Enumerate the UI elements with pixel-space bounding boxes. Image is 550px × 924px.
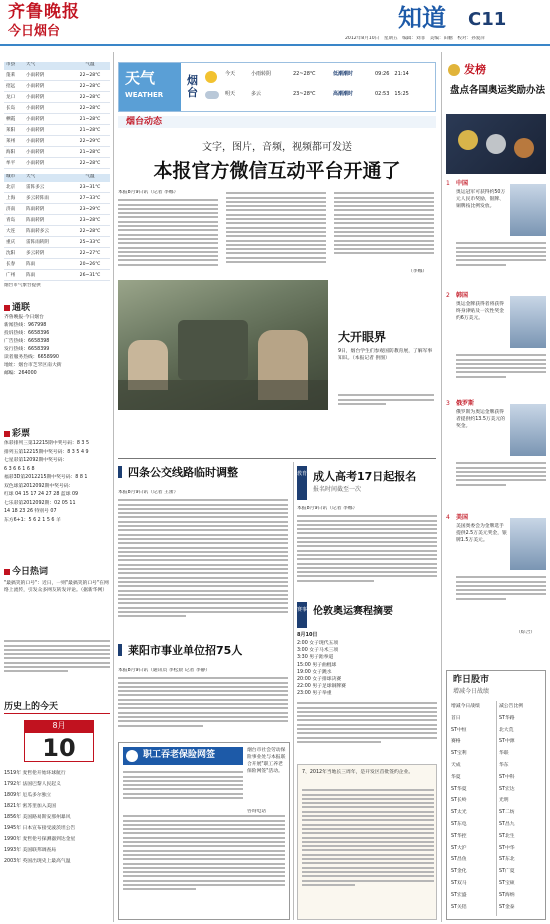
table-cell: 多云转阵雨 [26,196,49,201]
tongxun-line: 齐鲁晚报·今日烟台 [4,315,44,320]
laiyang-title: 莱阳市事业单位招75人 [128,644,243,657]
national-table-rows [4,182,110,281]
lottery-line: 14 18 23 26 特别号 07 [4,509,57,514]
athlete-photo [510,296,546,348]
table-row [4,270,110,281]
ranking-item: ST宝硕 [499,880,515,886]
bus-title-bar [118,466,122,478]
tongxun-line: 地址：烟台市芝罘区南大街 [4,363,62,368]
olympics-date: 8月10日 [297,632,318,638]
weather-temp: 23~28℃ [293,91,316,97]
tongxun-line: 发行热线：6658399 [4,347,50,352]
weather-city: 烟台 [187,74,198,99]
table-cell: 小雨转阴 [26,106,45,111]
tongxun-title-text: 通联 [12,303,31,313]
table-cell: 大连 [6,229,16,234]
history-line: 1945年 日本宣布接受波茨坦公告 [4,826,76,831]
ranking-item: ST金化 [451,869,467,875]
table-cell: 21~28℃ [79,150,101,155]
table-cell: 小雨转阴 [26,161,45,166]
lottery-line: 东方6+1：5 6 2 1 5 6 羊 [4,517,61,523]
hot-words-title [4,566,110,578]
table-cell: 小雨转阴 [26,150,45,155]
header-cell: 天气 [26,62,36,67]
article-body-col-1 [118,197,218,275]
table-cell: 北京 [6,185,16,190]
tide-label: 高潮潮时 [333,91,354,97]
article-body-col-2 [226,190,326,275]
ad-hotline: 咨询电话 [247,809,267,814]
table-cell: 26~31℃ [79,273,101,278]
olympics-more [297,700,437,758]
weather-day: 今天 [225,71,236,77]
table-cell: 长春 [6,262,16,267]
sun-icon [205,71,217,83]
city-weather-table [4,62,110,169]
olympics-label: 赛事 [297,602,307,628]
article-kicker: 文字，图片，音频，视频都可发送 [202,142,352,153]
ranking-item: ST华夏 [451,786,467,792]
masthead [0,0,550,44]
ranking-item: 减公告比例 [499,704,523,709]
table-cell: 阵雨转阴 [26,207,45,212]
history-title: 历史上的今天 [4,700,110,714]
ranking-item: ST中源 [499,739,515,745]
laiyang-byline: 本报8月9日讯（通讯员 李松晨 记者 李静） [118,668,211,673]
country-name: 中国 [456,180,469,187]
history-line: 2003年 英国出现史上最高气温 [4,859,71,864]
main-article [118,130,436,460]
laiyang-article [118,640,290,740]
olympics-item: 19:00 女子跳水 [297,669,332,675]
medal-icon [448,64,460,76]
adult-exam-body [297,513,437,599]
section-label-banner [118,116,436,128]
release-header [446,62,546,78]
table-cell: 多云转阴 [26,251,45,256]
country-number: 3 [446,400,450,407]
reader-tip-body [302,787,434,917]
reader-tip [297,764,437,920]
tongxun-section [4,302,110,378]
table-cell: 27~33℃ [79,196,101,201]
ranking-item: ST华控 [451,833,467,839]
history-month: 8月 [24,720,94,732]
olympics-item: 22:00 男子足球铜牌赛 [297,684,346,690]
country-item [446,514,546,622]
table-cell: 雷阵多云 [26,185,45,190]
table-cell: 22~28℃ [79,84,101,89]
ranking-item: ST宏达 [499,786,515,792]
table-cell: 长岛 [6,106,16,111]
reader-tip-text: 7、2012年当地长三周年，是开发区首批签约企业。 [302,770,414,775]
table-cell: 栖霞 [6,117,16,122]
ranking-title: 昨日股市 [453,675,490,685]
table-cell: 小雨转阴 [26,84,45,89]
ranking-item: 光明 [499,798,509,804]
inset-title: 大开眼界 [338,330,387,344]
table-cell: 招远 [6,84,16,89]
table-cell: 广州 [6,273,16,278]
country-desc: 奥运金牌获得者将获得终身津贴及一次性奖金约6万美元。 [456,302,504,321]
weather-title-block [119,63,181,111]
ad-logo-icon [126,750,138,762]
history-line: 1809年 厄瓜多尔独立 [4,793,52,798]
olympics-title: 伦敦奥运赛程摘要 [313,606,393,617]
table-row [4,81,110,92]
table-row [4,114,110,125]
ranking-item: ST长岭 [451,798,467,804]
tongxun-line: 广告热线：6658398 [4,339,50,344]
history-line: 1856年 美国路易斯安那州暴风 [4,815,71,820]
ranking-item: ST北生 [499,833,515,839]
weather-title-cn: 天气 [125,69,156,87]
table-cell: 25~33℃ [79,240,101,245]
country-item [446,180,546,288]
weather-banner [118,62,436,112]
ranking-col-2 [499,701,543,913]
olympics-schedule [297,600,437,760]
table-cell: 沈阳 [6,251,16,256]
table-row [4,248,110,259]
article-body-col-3 [334,190,434,268]
table-cell: 22~28℃ [79,106,101,111]
table-cell: 青岛 [6,218,16,223]
table-cell: 23~29℃ [79,207,101,212]
ad-block [118,742,290,920]
ranking-item: ST双马 [451,880,467,886]
adult-exam-byline: 本报8月9日讯（记者 李娜） [297,506,358,511]
table-row [4,92,110,103]
edition-name: 今日烟台 [8,24,61,39]
section-title: 知道 [398,4,446,32]
date-line: 2012年8月10日 星期五 编辑：刘菲 美编：田鹏 校对：孙爱萍 [345,36,485,41]
header-cell: 天气 [26,174,36,179]
laiyang-body [118,675,288,737]
weather-sky: 多云 [251,91,262,97]
ranking-item: ST二纺 [499,810,515,816]
table-cell: 22~28℃ [79,229,101,234]
athlete-photo [510,404,546,456]
history-line: 1821年 密苏里加入美国 [4,804,57,809]
ranking-item: 华联 [499,751,509,757]
table-row [4,136,110,147]
article-byline: 本报8月9日讯（记者 李娜） [118,190,179,195]
table-cell: 23~28℃ [79,218,101,223]
history-section [4,700,110,867]
lottery-title [4,428,110,440]
weather-sky: 小雨转阴 [251,71,272,77]
table-row [4,259,110,270]
table-row [4,193,110,204]
lottery-line: 排列五第12215期中奖号码：8 3 5 4 9 [4,449,89,455]
country-number: 2 [446,292,450,299]
square-bullet-icon [4,431,10,437]
ranking-item: ST海纳 [499,892,515,898]
history-line: 1792年 法国巴黎人民起义 [4,782,61,787]
olympics-item: 2:00 女子现代五项 [297,641,339,646]
page-number: C11 [468,9,507,30]
tongxun-line: 邮编：264000 [4,371,37,376]
tide-label: 低潮潮时 [333,71,354,77]
ranking-item: ST中恒 [451,727,467,733]
paper-name: 齐鲁晚报 [8,2,80,22]
medals-photo [446,114,546,174]
release-headline: 盘点各国奥运奖励办法 [450,85,546,96]
center-divider [293,462,294,920]
ranking-item: ST东北 [499,857,515,863]
olympics-item: 3:00 女子马术三项 [297,648,339,654]
ranking-item: ST宏盛 [451,892,467,898]
table-cell: 雷阵雨转阴 [26,240,49,245]
table-cell: 小雨转阴 [26,95,45,100]
lottery-line: 双色球第2012092期中奖号码： [4,483,74,489]
ranking-subtitle: 增减今日战绩 [453,688,490,695]
table-cell: 小雨转阴 [26,117,45,122]
weather-temp: 22~28℃ [293,71,316,77]
table-header [4,174,110,182]
table-cell: 重庆 [6,240,16,245]
olympics-item: 23:00 男子举重 [297,691,332,697]
section-label: 烟台动态 [126,117,163,127]
history-lines [4,768,110,867]
ad-brand: 职工吞老保险网签 [143,750,216,760]
ranking-item: 华东 [499,762,509,768]
country-item [446,292,546,400]
tongxun-line: 读者服务热线：6658990 [4,355,59,360]
ranking-item: ST大沪 [451,845,467,851]
ad-header [123,747,243,765]
article-photo [118,280,328,410]
athlete-photo [510,184,546,236]
bus-body [118,497,288,637]
bus-title: 四条公交线路临时调整 [128,466,238,479]
table-row [4,103,110,114]
ranking-item: 首日 [451,715,461,721]
ranking-item: 天成 [451,762,461,768]
table-cell: 小雨转阴 [26,73,45,78]
square-bullet-icon [4,305,10,311]
tongxun-lines [4,314,110,378]
tongxun-title [4,302,110,314]
table-cell: 龙口 [6,95,16,100]
table-cell: 小雨转阴 [26,139,45,144]
table-cell: 牟平 [6,161,16,166]
tide-time: 09:26 21:14 [375,71,409,77]
country-number: 4 [446,514,450,521]
table-cell: 22~28℃ [79,73,101,78]
ranking-item: 赛格 [451,739,461,745]
country-name: 俄罗斯 [456,400,475,407]
table-cell: 20~26℃ [79,262,101,267]
adult-exam-article [297,462,437,600]
ranking-item: 增减今日战绩 [451,704,480,709]
right-column-divider [441,52,442,922]
ad-body [123,769,243,809]
hot-words-body [4,638,110,698]
history-line: 1993年 美国联邦调查局 [4,848,57,853]
ranking-item: ST金泰 [499,904,515,910]
weather-source: 烟台市气象台提供 [4,283,41,288]
table-cell: 22~28℃ [79,95,101,100]
lottery-line: 体彩排列三第12215期中奖号码：8 3 5 [4,441,90,446]
ranking-col-divider [496,701,497,916]
country-body [456,574,546,618]
lottery-line: 福彩3D第2012215期中奖号码：8 8 1 [4,475,88,480]
national-weather-table [4,174,110,290]
country-item [446,400,546,508]
inset-body [338,392,434,410]
hot-words-section [4,566,110,636]
tongxun-line: 投诉热线：6658396 [4,331,50,336]
table-cell: 阵雨转阴 [26,218,45,223]
ad-body-2 [123,813,285,913]
lottery-title-text: 彩票 [12,429,31,439]
olympics-item: 15:00 男子曲棍球 [297,662,337,668]
country-body [456,240,546,284]
table-row [4,215,110,226]
release-credit: （综合） [516,630,536,635]
table-row [4,226,110,237]
ranking-item: ST太光 [451,810,467,816]
table-cell: 海阳 [6,150,16,155]
lottery-line: 6 3 6 6 1 6 8 [4,466,35,472]
weather-day: 明天 [225,91,236,97]
ranking-item: ST宝利 [451,751,467,757]
tongxun-line: 新闻热线：967998 [4,323,47,328]
ranking-item: ST中科 [499,774,515,780]
athlete-photo [510,518,546,570]
table-cell: 济南 [6,207,16,212]
article-closing: （李娜） [408,269,428,274]
city-table-rows [4,70,110,169]
tide-time: 02:53 15:25 [375,91,409,97]
left-column [4,62,110,922]
ranking-item: ST东电 [451,821,467,827]
ranking-item: ST昌九 [499,821,515,827]
ranking-item: ST华路 [499,715,515,721]
inset-caption: 9日，烟台学生们参观国防教育展，了解军事知识。（本报记者 供图） [338,349,433,361]
laiyang-title-bar [118,644,122,656]
square-bullet-icon [4,569,10,575]
table-cell: 蓬莱 [6,73,16,78]
history-day: 10 [24,732,94,762]
country-name: 美国 [456,514,469,521]
table-row [4,182,110,193]
adult-exam-subtitle: 报名时间截至一次 [313,486,362,493]
table-row [4,125,110,136]
adult-exam-label: 教育 [297,466,307,500]
hot-words-text: "最搞笑的口号"：近日，一则"最搞笑的口号"在网络上流传，引发众多网友转发评论。（据新华网） [4,581,109,593]
release-title: 发榜 [464,63,486,76]
ranking-item: ST关铝 [451,904,467,910]
country-body [456,352,546,396]
table-cell: 21~28℃ [79,117,101,122]
lottery-line: 红球 04 15 17 24 27 28 蓝球 09 [4,492,79,497]
country-desc: 俄罗斯为奥运金牌获得者提供约13.5万美元的奖金。 [456,410,506,429]
country-body [456,460,546,504]
table-cell: 上海 [6,196,16,201]
table-row [4,237,110,248]
ranking-item: ST广夏 [499,869,515,875]
bus-byline: 本报8月9日讯（记者 王蕾） [118,490,179,495]
history-line: 1990年 麦哲伦号探测器到达金星 [4,837,76,842]
ranking-item: ST昌鱼 [451,857,467,863]
table-cell: 莱州 [6,139,16,144]
ranking-col-1 [451,701,495,913]
main-article-bottom-rule [118,458,436,459]
lottery-lines [4,440,110,525]
table-cell: 阵雨 [26,262,36,267]
lottery-line: 七星彩第12092期中奖号码： [4,458,68,463]
ranking-item: ST中华 [499,845,515,851]
table-cell: 23~31℃ [79,185,101,190]
table-cell: 阵雨转多云 [26,229,49,234]
header-cell: 城市 [6,174,16,179]
olympics-item: 3:30 男子跆拳道 [297,655,334,661]
left-column-divider [113,52,114,922]
table-row [4,158,110,169]
table-header [4,62,110,70]
ad-side-text: 烟台市社会劳动保险事业处与本报联合开展"职工养老保险网签"活动。 [247,748,286,774]
hot-words-title-text: 今日热词 [12,567,49,577]
olympics-items [297,640,437,698]
lottery-line: 七乐彩第2012092期：02 05 11 [4,500,76,506]
header-cell: 市县 [6,62,16,67]
header-cell: 气温 [85,62,95,67]
table-cell: 22~28℃ [79,161,101,166]
cloud-icon [205,91,219,99]
country-desc: 奥运冠军可获得约50万元人民币奖励，银牌、铜牌按比例发放。 [456,190,506,209]
country-number: 1 [446,180,450,187]
article-headline: 本报官方微信互动平台开通了 [153,160,401,182]
country-desc: 美国奥委会为金牌选手提供2.5万美元奖金，银牌1.5万美元。 [456,524,507,543]
ranking-item: 北大荒 [499,727,514,733]
table-cell: 22~27℃ [79,251,101,256]
table-row [4,204,110,215]
ranking-item: 华夏 [451,774,461,780]
olympics-item: 20:00 女子排球决赛 [297,676,342,682]
bus-article [118,462,290,637]
weather-title-en: WEATHER [125,91,164,99]
masthead-rule [0,44,550,46]
header-cell: 气温 [85,174,95,179]
table-cell: 阵雨 [26,273,36,278]
table-row [4,147,110,158]
table-cell: 22~29℃ [79,139,101,144]
history-line: 1519年 麦哲伦开始环球航行 [4,771,66,776]
lottery-section [4,428,110,525]
table-cell: 莱阳 [6,128,16,133]
table-cell: 小雨转阴 [26,128,45,133]
country-name: 韩国 [456,292,469,299]
adult-exam-title: 成人高考17日起报名 [313,470,417,483]
table-row [4,70,110,81]
ranking-box [446,670,546,920]
table-cell: 21~28℃ [79,128,101,133]
